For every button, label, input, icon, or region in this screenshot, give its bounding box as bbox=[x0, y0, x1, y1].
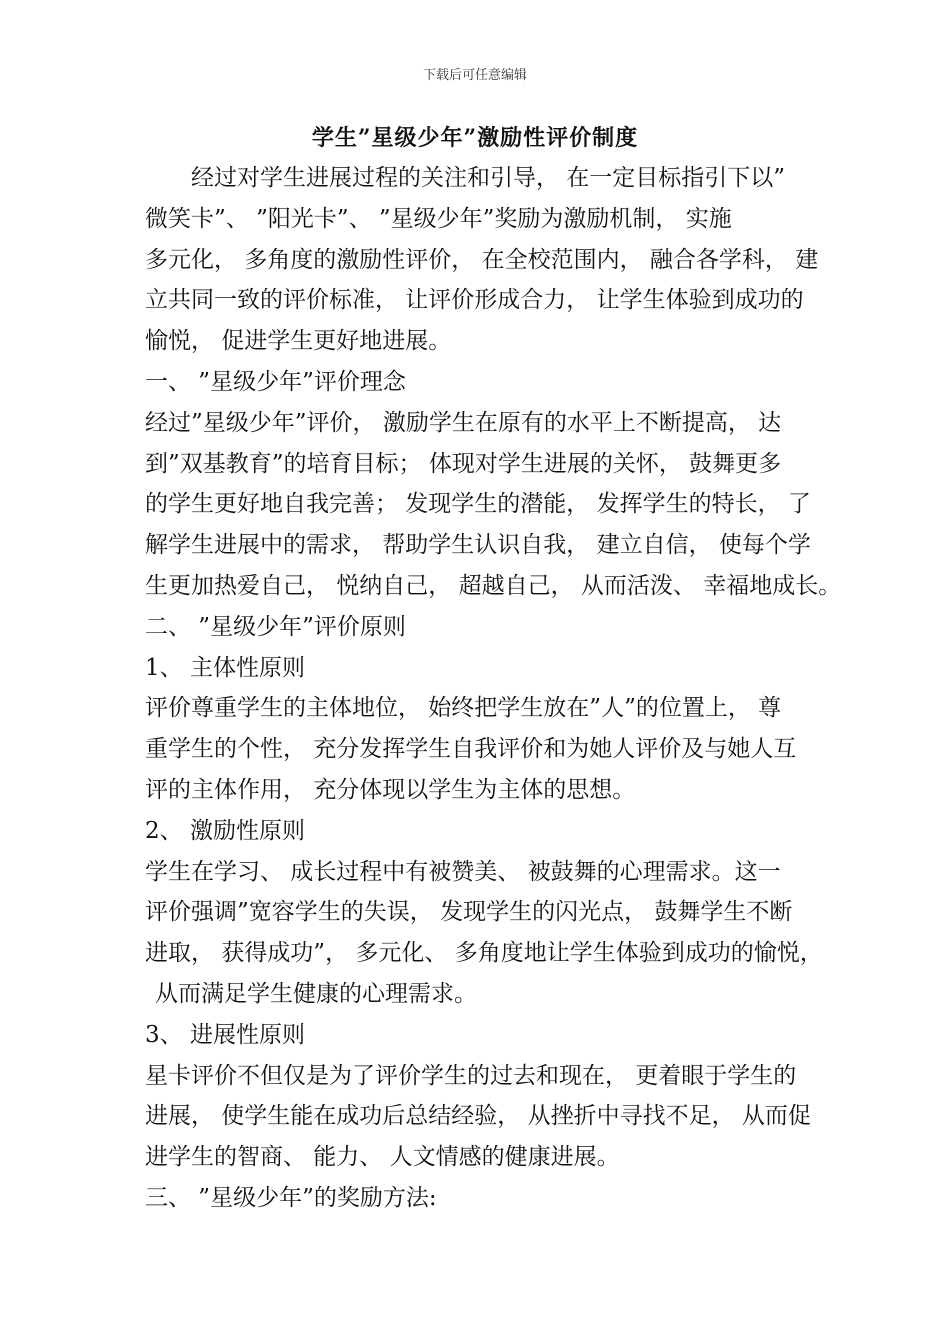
text-line: 立共同一致的评价标准， 让评价形成合力， 让学生体验到成功的 bbox=[145, 287, 804, 314]
text-line: 的学生更好地自我完善； 发现学生的潜能， 发挥学生的特长， 了 bbox=[145, 491, 811, 518]
document-title: 学生”星级少年”激励性评价制度 bbox=[311, 125, 639, 151]
page-header-note: 下载后可任意编辑 bbox=[422, 68, 527, 83]
text-line: 多元化， 多角度的激励性评价， 在全校范围内， 融合各学科， 建 bbox=[145, 246, 819, 273]
text-line: 经过对学生进展过程的关注和引导， 在一定目标指引下以” bbox=[191, 165, 786, 191]
text-line: 评价尊重学生的主体地位， 始终把学生放在”人”的位置上， 尊 bbox=[145, 695, 782, 722]
text-line: 一、 ”星级少年”评价理念 bbox=[145, 368, 406, 395]
text-line: 到”双基教育”的培育目标； 体现对学生进展的关怀， 鼓舞更多 bbox=[145, 450, 782, 477]
text-line: 解学生进展中的需求， 帮助学生认识自我， 建立自信， 使每个学 bbox=[145, 532, 811, 559]
text-line: 1、 主体性原则 bbox=[145, 654, 305, 681]
text-line: 评价强调”宽容学生的失误， 发现学生的闪光点， 鼓舞学生不断 bbox=[145, 899, 793, 926]
text-line: 重学生的个性， 充分发挥学生自我评价和为她人评价及与她人互 bbox=[145, 736, 797, 763]
text-line: 三、 ”星级少年”的奖励方法: bbox=[145, 1184, 437, 1211]
text-line: 2、 激励性原则 bbox=[145, 817, 305, 844]
text-line: 经过”星级少年”评价， 激励学生在原有的水平上不断提高， 达 bbox=[145, 409, 782, 436]
text-line: 星卡评价不但仅是为了评价学生的过去和现在， 更着眼于学生的 bbox=[145, 1062, 797, 1089]
document-body bbox=[145, 158, 842, 1219]
text-line: 二、 ”星级少年”评价原则 bbox=[145, 613, 406, 640]
text-line: 愉悦， 促进学生更好地进展。 bbox=[145, 328, 452, 355]
text-line: 进取， 获得成功”， 多元化、 多角度地让学生体验到成功的愉悦， bbox=[145, 940, 823, 967]
text-line: 微笑卡”、 ”阳光卡”、 ”星级少年”奖励为激励机制， 实施 bbox=[145, 205, 732, 232]
text-line: 进学生的智商、 能力、 人文情感的健康进展。 bbox=[145, 1144, 620, 1171]
text-line: 学生在学习、 成长过程中有被赞美、 被鼓舞的心理需求。这一 bbox=[145, 858, 781, 885]
text-line: 从而满足学生健康的心理需求。 bbox=[155, 980, 477, 1007]
text-line: 进展， 使学生能在成功后总结经验， 从挫折中寻找不足， 从而促 bbox=[145, 1103, 811, 1130]
text-line: 评的主体作用， 充分体现以学生为主体的思想。 bbox=[145, 776, 636, 803]
text-line: 生更加热爱自己， 悦纳自己， 超越自己， 从而活泼、 幸福地成长。 bbox=[145, 572, 842, 599]
text-line: 3、 进展性原则 bbox=[145, 1021, 305, 1048]
